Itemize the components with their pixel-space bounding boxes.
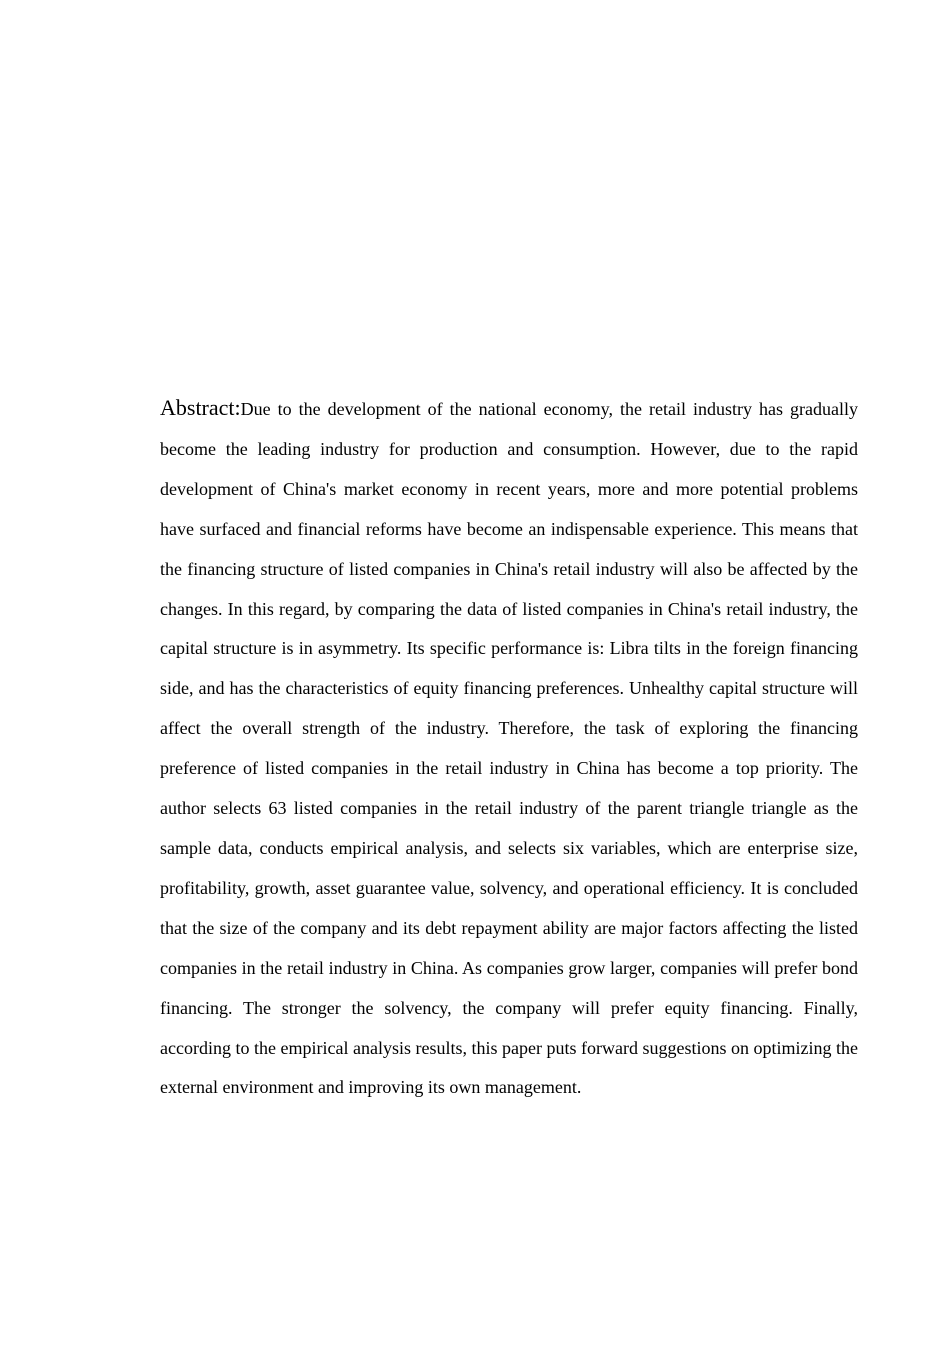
abstract-label: Abstract: bbox=[160, 395, 241, 420]
abstract-text: Due to the development of the national economy, the retail industry has gradually become the leading industry for production and consumption. However, due to the rapid development of China's market economy in recent years, more and more potential problems have surfaced and financial reforms have become an indispensable experience. This means that the financing structure of listed companies in China's retail industry will also be affected by the changes. In this regard, by comparing the data of listed companies in China's retail industry, the capital structure is in asymmetry. Its specific performance is: Libra tilts in the foreign financing side, and has the characteristics of equity financing preferences. Unhealthy capital structure will affect the overall strength of the industry. Therefore, the task of exploring the financing preference of listed companies in the retail industry in China has become a top priority. The author selects 63 listed companies in the retail industry of the parent triangle triangle as the sample data, conducts empirical analysis, and selects six variables, which are enterprise size, profitability, growth, asset guarantee value, solvency, and operational efficiency. It is concluded that the size of the company and its debt repayment ability are major factors affecting the listed companies in the retail industry in China. As companies grow larger, companies will prefer bond financing. The stronger the solvency, the company will prefer equity financing. Finally, according to the empirical analysis results, this paper puts forward suggestions on optimizing the external environment and improving its own management. bbox=[160, 399, 858, 1098]
abstract-paragraph bbox=[160, 388, 858, 1108]
